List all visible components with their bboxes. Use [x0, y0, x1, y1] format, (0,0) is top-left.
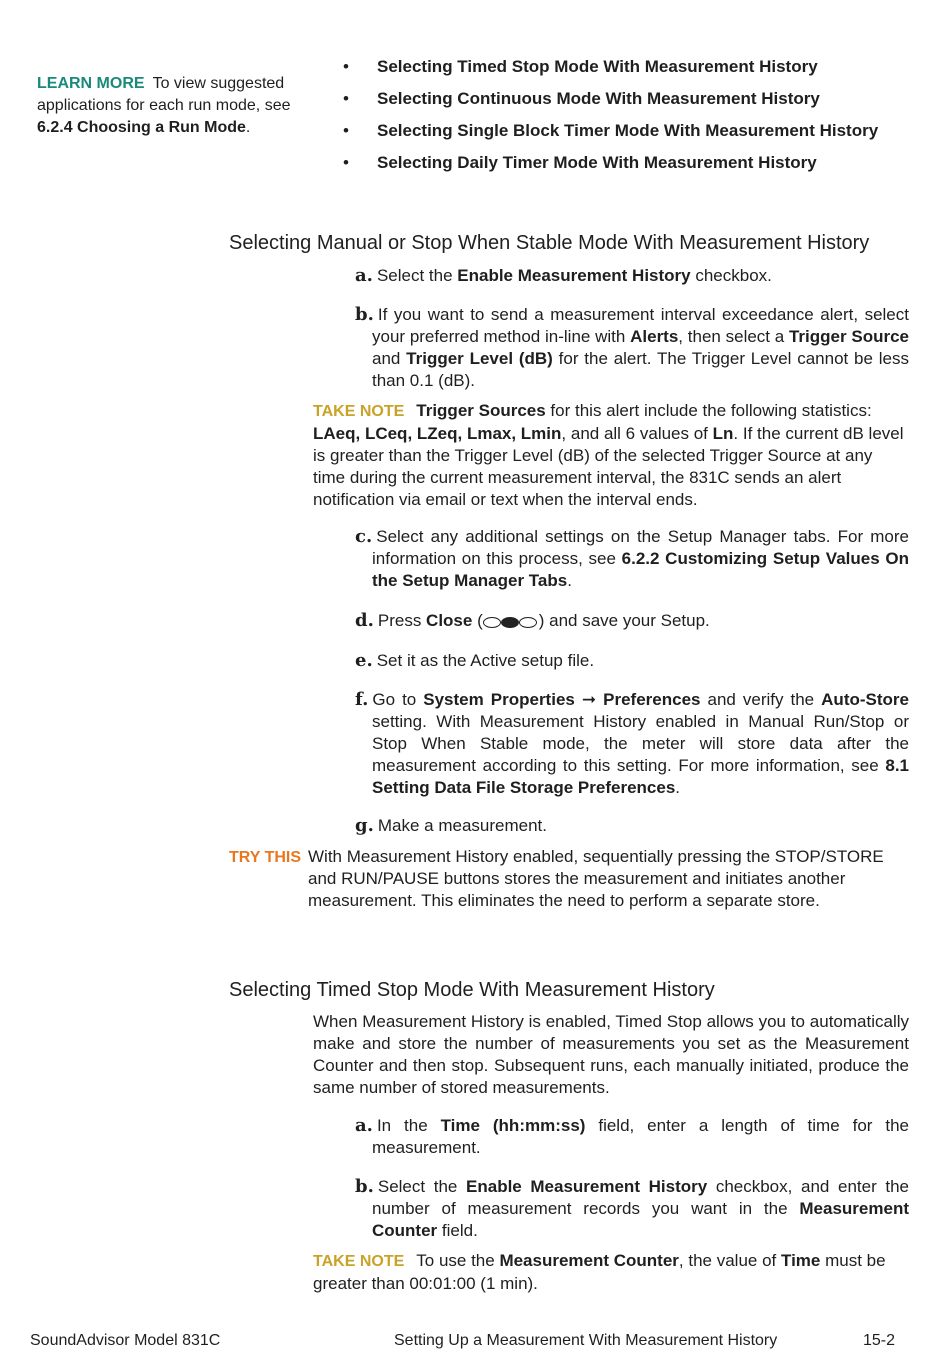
step-label: e. [355, 650, 373, 671]
step-text: for the alert. The Trigger Level cannot be less than 0.1 (dB). [372, 349, 909, 390]
bullet-item[interactable] [343, 88, 923, 120]
note-text: To use the [416, 1251, 500, 1270]
learn-more-ref[interactable]: 6.2.4 Choosing a Run Mode [37, 119, 246, 136]
try-this-text: With Measurement History enabled, sequentially pressing the STOP/STORE and RUN/PAUSE buttons stores the measurement and initiates another measurement. This eliminates the need to perform a separate store. [308, 847, 884, 910]
s1-step-g [355, 815, 909, 837]
step-bold: Time (hh:mm:ss) [440, 1116, 586, 1135]
bullet-text: Selecting Timed Stop Mode With Measurement History [377, 57, 818, 76]
note-text: , and all 6 values of [561, 424, 713, 443]
step-text: and [372, 349, 407, 368]
s2-take-note [313, 1250, 909, 1295]
step-label: f. [355, 689, 369, 710]
step-text: . [567, 571, 572, 590]
step-text: Go to [372, 690, 424, 709]
note-bold: LAeq, LCeq, LZeq, Lmax, Lmin [313, 424, 562, 443]
step-label: g. [355, 815, 374, 836]
s1-step-b [355, 304, 909, 392]
footer-product: SoundAdvisor Model 831C [30, 1332, 221, 1349]
bullet-dot: • [343, 57, 349, 76]
learn-more-note [37, 73, 307, 139]
arrow-icon: ➞ [574, 690, 604, 709]
step-text: Select the [376, 266, 458, 285]
step-text: Select the [377, 1177, 467, 1196]
s1-step-a [355, 265, 909, 287]
s1-step-c [355, 526, 909, 592]
note-text: , the value of [678, 1251, 781, 1270]
bullet-text: Selecting Single Block Timer Mode With Measurement History [377, 121, 879, 140]
step-text: Make a measurement. [377, 816, 547, 835]
bullet-text: Selecting Daily Timer Mode With Measurement History [377, 153, 817, 172]
bullet-dot: • [343, 121, 349, 140]
step-bold: Preferences [603, 690, 701, 709]
try-this-label [229, 846, 309, 869]
s2-step-b [355, 1176, 909, 1242]
try-this-text-label: TRY THIS [229, 849, 302, 866]
step-label: d. [355, 610, 374, 631]
step-text: field, enter a length of time for the measurement. [372, 1116, 909, 1157]
s2-intro: When Measurement History is enabled, Timed Stop allows you to automatically make and store the number of measurements you set as the Measurement Counter and then stop. Subsequent runs, each manually initiated, produce the same number of stored measurements. [313, 1012, 909, 1097]
step-text: Set it as the Active setup file. [376, 651, 595, 670]
step-label: b. [355, 304, 374, 325]
note-bold: Ln [712, 424, 734, 443]
step-text: In the [376, 1116, 441, 1135]
step-label: b. [355, 1176, 374, 1197]
mode-bullet-list [343, 56, 923, 184]
step-text: If you want to send a measurement interval exceedance alert, select your preferred method in-line with [372, 305, 909, 346]
learn-more-end: . [245, 119, 251, 136]
s1-step-f [355, 689, 909, 799]
bullet-item[interactable] [343, 56, 923, 88]
note-text: . If the current dB level is greater than the Trigger Level (dB) of the selected Trigger Source at any time during the current measurement interval, the 831C sends an alert notification via email or text when the interval ends. [313, 424, 904, 509]
take-note-label: TAKE NOTE [313, 403, 405, 420]
step-label: a. [355, 265, 373, 286]
footer-page-number: 15-2 [863, 1332, 896, 1349]
step-text: ) and save your Setup. [538, 611, 710, 630]
step-text: . [675, 778, 681, 797]
step-bold: Close [426, 611, 473, 630]
bullet-dot: • [343, 153, 349, 172]
step-bold: Measurement Counter [372, 1199, 909, 1240]
step-bold: System Properties [423, 690, 575, 709]
step-bold: Alerts [630, 327, 679, 346]
step-label: c. [355, 526, 373, 547]
step-bold: Enable Measurement History [466, 1177, 708, 1196]
step-bold: Auto-Store [821, 690, 909, 709]
s1-step-e [355, 650, 909, 672]
step-text: , then select a [678, 327, 789, 346]
s1-step-d [355, 610, 909, 632]
step-text: Press [377, 611, 427, 630]
step-text: and verify the [700, 690, 822, 709]
section1-heading: Selecting Manual or Stop When Stable Mode With Measurement History [229, 232, 870, 254]
note-bold: Trigger Sources [416, 401, 546, 420]
step-link[interactable]: 8.1 Setting Data File Storage Preferences [372, 756, 909, 797]
learn-more-text: To view suggested applications for each run mode, see [37, 75, 291, 114]
step-label: a. [355, 1115, 373, 1136]
note-bold: Measurement Counter [499, 1251, 679, 1270]
bullet-text: Selecting Continuous Mode With Measurement History [377, 89, 820, 108]
bullet-item[interactable] [343, 120, 923, 152]
take-note-label: TAKE NOTE [313, 1253, 405, 1270]
s2-step-a [355, 1115, 909, 1159]
step-text: checkbox. [690, 266, 772, 285]
note-text: must be greater than 00:01:00 (1 min). [313, 1251, 886, 1293]
step-text: checkbox, and enter the number of measurement records you want in the [372, 1177, 909, 1218]
s1-take-note [313, 400, 909, 511]
note-bold: Time [781, 1251, 821, 1270]
step-text: setting. With Measurement History enabled in Manual Run/Stop or Stop When Stable mode, the meter will store data after the measurement according to this setting. For more information, see [372, 712, 909, 775]
learn-more-label: LEARN MORE [37, 75, 145, 92]
note-text: for this alert include the following statistics: [545, 401, 872, 420]
step-link[interactable]: 6.2.2 Customizing Setup Values On the Setup Manager Tabs [372, 549, 909, 590]
footer-chapter: Setting Up a Measurement With Measurement History [394, 1332, 778, 1349]
step-text: field. [437, 1221, 478, 1240]
step-bold: Trigger Level (dB) [406, 349, 553, 368]
close-key-icon [483, 615, 539, 629]
step-text: Select any additional settings on the Setup Manager tabs. For more information on this process, see [372, 527, 909, 568]
bullet-dot: • [343, 89, 349, 108]
step-bold: Enable Measurement History [457, 266, 691, 285]
section2-heading: Selecting Timed Stop Mode With Measurement History [229, 979, 715, 1001]
step-bold: Trigger Source [788, 327, 909, 346]
step-text: ( [472, 611, 483, 630]
bullet-item[interactable] [343, 152, 923, 184]
